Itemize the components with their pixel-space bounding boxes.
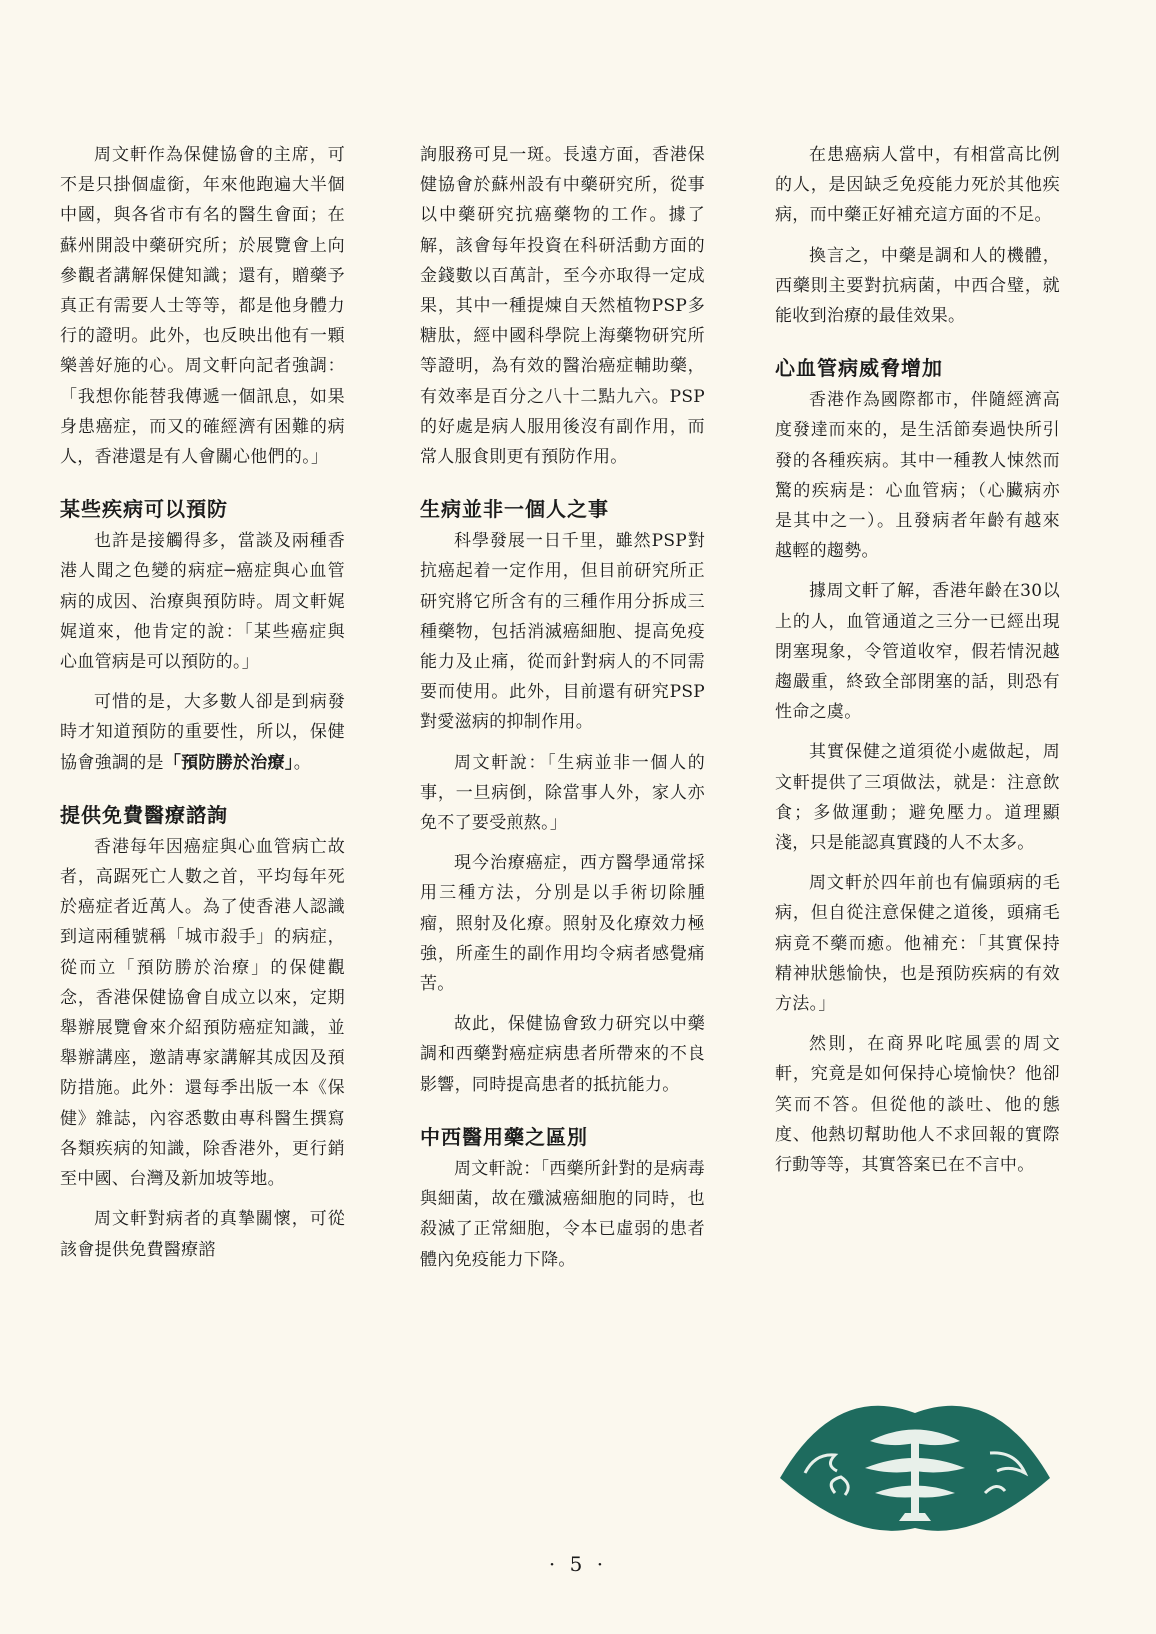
- article-column-2: [420, 140, 705, 1285]
- paragraph: 周文軒作為保健協會的主席，可不是只掛個虛銜，年來他跑遍大半個中國，與各省市有名的醫生會面；在蘇州開設中藥研究所；於展覽會上向參觀者講解保健知識；還有，贈藥予真正有需要人士等等，都是他身體力行的證明。此外，也反映出他有一顆樂善好施的心。周文軒向記者強調：「我想你能替我傳遞一個訊息，如果身患癌症，而又的確經濟有困難的病人，香港還是有人會關心他們的。」: [60, 145, 345, 468]
- paragraph: 然則，在商界叱咤風雲的周文軒，究竟是如何保持心境愉快？他卻笑而不答。但從他的談吐、他的態度、他熱切幫助他人不求回報的實際行動等等，其實答案已在不言中。: [775, 1034, 1060, 1176]
- paragraph: 其實保健之道須從小處做起，周文軒提供了三項做法，就是：注意飲食；多做運動；避免壓力。道理顯淺，只是能認真實踐的人不太多。: [775, 742, 1060, 854]
- section-heading: 生病並非一個人之事: [420, 497, 609, 522]
- section-heading: 中西醫用藥之區別: [420, 1124, 588, 1149]
- paragraph: 故此，保健協會致力研究以中藥調和西藥對癌症病患者所帶來的不良影響，同時提高患者的抵抗能力。: [420, 1014, 705, 1095]
- paragraph: 也許是接觸得多，當談及兩種香港人聞之色變的病症─癌症與心血管病的成因、治療與預防時。周文軒娓娓道來，他肯定的說：「某些癌症與心血管病是可以預防的。」: [60, 531, 345, 673]
- paragraph: 據周文軒了解，香港年齡在30以上的人，血管通道之三分一已經出現閉塞現象，令管道收窄，假若情況越趨嚴重，終致全部閉塞的話，則恐有性命之虞。: [775, 581, 1060, 723]
- paragraph: 現今治療癌症，西方醫學通常採用三種方法，分別是以手術切除腫瘤，照射及化療。照射及化療效力極強，所產生的副作用均令病者感覺痛苦。: [420, 853, 705, 995]
- paragraph: 周文軒說：「西藥所針對的是病毒與細菌，故在殲滅癌細胞的同時，也殺滅了正常細胞，令本已虛弱的患者體內免疫能力下降。: [420, 1158, 705, 1270]
- paragraph-text: 。: [293, 752, 312, 773]
- paragraph: 詢服務可見一斑。長遠方面，香港保健協會於蘇州設有中藥研究所，從事以中藥研究抗癌藥物的工作。據了解，該會每年投資在科研活動方面的金錢數以百萬計，至今亦取得一定成果，其中一種提煉自天然植物PSP多糖肽，經中國科學院上海藥物研究所等證明，為有效的醫治癌症輔助藥，有效率是百分之八十二點九六。PSP的好處是病人服用後沒有副作用，而常人服食則更有預防作用。: [420, 145, 705, 468]
- paragraph: 在患癌病人當中，有相當高比例的人，是因缺乏免疫能力死於其他疾病，而中藥正好補充這方面的不足。: [775, 145, 1060, 226]
- paragraph: 周文軒於四年前也有偏頭病的毛病，但自從注意保健之道後，頭痛毛病竟不藥而癒。他補充：「其實保持精神狀態愉快，也是預防疾病的有效方法。」: [775, 873, 1060, 1015]
- emphasis-text: 「預防勝於治療」: [163, 752, 294, 773]
- section-heading: 提供免費醫療諮詢: [60, 802, 228, 827]
- paragraph: 香港作為國際都市，伴隨經濟高度發達而來的，是生活節奏過快所引發的各種疾病。其中一種教人悚然而驚的疾病是：心血管病；（心臟病亦是其中之一）。且發病者年齡有越來越輕的趨勢。: [775, 390, 1060, 562]
- section-heading: 某些疾病可以預防: [60, 497, 228, 522]
- paragraph: [60, 687, 345, 778]
- paragraph: 香港每年因癌症與心血管病亡故者，高踞死亡人數之首，平均每年死於癌症者近萬人。為了使香港人認識到這兩種號稱「城市殺手」的病症，從而立「預防勝於治療」的保健觀念，香港保健協會自成立以來，定期舉辦展覽會來介紹預防癌症知識，並舉辦講座，邀請專家講解其成因及預防措施。此外：還每季出版一本《保健》雜誌，內容悉數由專科醫生撰寫各類疾病的知識，除香港外，更行銷至中國、台灣及新加坡等地。: [60, 836, 345, 1190]
- paragraph-text: 可惜的是，大多數人卻是到病發時才知道預防的重要性，所以，保健協會強調的是: [60, 692, 345, 773]
- article-column-1: [60, 140, 345, 1275]
- section-heading: 心血管病威脅增加: [775, 356, 943, 381]
- paragraph: 周文軒對病者的真摯關懷，可從該會提供免費醫療諮: [60, 1209, 345, 1260]
- article-column-3: [775, 140, 1060, 1190]
- page-number: · 5 ·: [548, 1552, 608, 1576]
- paragraph: 換言之，中藥是調和人的機體，西藥則主要對抗病菌，中西合璧，就能收到治療的最佳效果。: [775, 245, 1060, 327]
- paragraph: 科學發展一日千里，雖然PSP對抗癌起着一定作用，但目前研究所正研究將它所含有的三種作用分拆成三種藥物，包括消滅癌細胞、提高免疫能力及止痛，從而針對病人的不同需要而使用。此外，目前還有研究PSP對愛滋病的抑制作用。: [420, 531, 705, 733]
- paragraph: 周文軒說：「生病並非一個人的事，一旦病倒，除當事人外，家人亦免不了要受煎熬。」: [420, 752, 705, 834]
- pine-tree-fan-icon: [775, 1393, 1055, 1533]
